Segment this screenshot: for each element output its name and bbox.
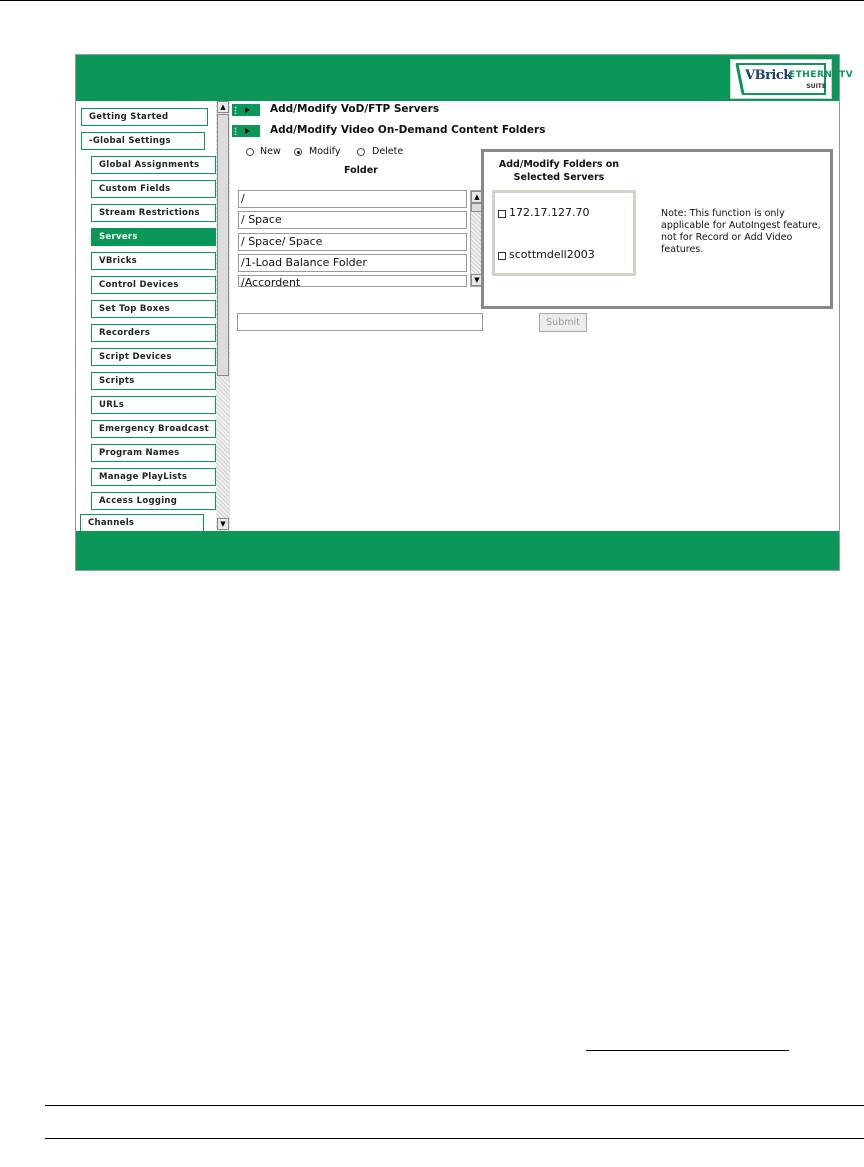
folder-servers-title	[484, 158, 634, 184]
sidebar-item-getting-started[interactable]: Getting Started	[81, 108, 208, 126]
radio-delete-label: Delete	[372, 146, 404, 157]
folder-label: Folder	[344, 165, 378, 176]
server-name: scottmdell2003	[509, 248, 595, 261]
radio-new[interactable]	[246, 148, 254, 156]
submit-button[interactable]: Submit	[539, 313, 587, 332]
folder-servers-title-line2: Selected Servers	[513, 172, 605, 183]
app-window	[75, 54, 854, 571]
footer-bar	[76, 531, 839, 570]
note-body: This function is only applicable for AutoIngest feature, not for Record or Add Video features.	[661, 208, 821, 255]
header-rule	[0, 0, 864, 1]
expand-content-folders-button[interactable]	[232, 125, 260, 137]
sidebar-scrollbar[interactable]	[216, 101, 230, 531]
sidebar-item-manage-playlists[interactable]: Manage PlayLists	[91, 468, 216, 486]
folder-item[interactable]: / Space/ Space	[238, 233, 467, 251]
server-checkbox[interactable]	[498, 210, 506, 218]
note-text	[661, 208, 833, 256]
play-arrow-icon	[245, 107, 250, 113]
sidebar-item-recorders[interactable]: Recorders	[91, 324, 216, 342]
sidebar-nav	[76, 101, 216, 531]
scroll-up-icon[interactable]: ▲	[471, 191, 483, 203]
note-label: Note:	[661, 208, 687, 219]
sidebar-item-channels[interactable]: Channels	[80, 514, 204, 532]
folder-servers-panel	[481, 149, 833, 309]
folder-name-input[interactable]	[237, 313, 483, 331]
footer-rule-bottom	[45, 1138, 864, 1139]
grip-icon	[234, 106, 237, 114]
sidebar-item-control-devices[interactable]: Control Devices	[91, 276, 216, 294]
folder-item[interactable]: /1-Load Balance Folder	[238, 254, 467, 272]
sidebar-item-vbricks[interactable]: VBricks	[91, 252, 216, 270]
sidebar-item-custom-fields[interactable]: Custom Fields	[91, 180, 216, 198]
sidebar-item-scripts[interactable]: Scripts	[91, 372, 216, 390]
radio-modify-label: Modify	[309, 146, 341, 157]
folder-servers-title-line1: Add/Modify Folders on	[498, 159, 620, 170]
scrollbar-thumb[interactable]	[217, 114, 229, 376]
sidebar-item-urls[interactable]: URLs	[91, 396, 216, 414]
logo-product: ETHERNETV	[789, 70, 854, 80]
scroll-up-icon[interactable]: ▲	[217, 101, 229, 113]
sidebar-item-emergency-broadcast[interactable]: Emergency Broadcast	[91, 420, 216, 438]
sidebar-item-program-names[interactable]: Program Names	[91, 444, 216, 462]
server-list	[492, 190, 636, 276]
sidebar-item-set-top-boxes[interactable]: Set Top Boxes	[91, 300, 216, 318]
sidebar-item-script-devices[interactable]: Script Devices	[91, 348, 216, 366]
footer-rule-top	[45, 1105, 864, 1106]
grip-icon	[234, 127, 237, 135]
logo-brand: VBrick	[745, 68, 792, 83]
scroll-down-icon[interactable]: ▼	[471, 274, 483, 286]
expand-vod-servers-button[interactable]	[232, 104, 260, 116]
sidebar-item-global-assignments[interactable]: Global Assignments	[91, 156, 216, 174]
sidebar-item-servers[interactable]: Servers	[91, 228, 216, 246]
server-checkbox[interactable]	[498, 252, 506, 260]
section-content-folders[interactable]: Add/Modify Video On-Demand Content Folders	[270, 124, 546, 136]
header-bar	[76, 55, 854, 101]
play-arrow-icon	[245, 128, 250, 134]
folder-item[interactable]: /	[238, 190, 467, 208]
folder-item[interactable]: /Accordent	[238, 275, 467, 287]
folder-item[interactable]: / Space	[238, 211, 467, 229]
server-name: 172.17.127.70	[509, 206, 590, 219]
radio-delete[interactable]	[357, 148, 365, 156]
sidebar-item-access-logging[interactable]: Access Logging	[91, 492, 216, 510]
section-vod-servers[interactable]: Add/Modify VoD/FTP Servers	[270, 103, 440, 115]
radio-new-label: New	[260, 146, 281, 157]
radio-modify[interactable]	[294, 148, 302, 156]
link-underline	[586, 1050, 789, 1051]
logo-suite: SUITE	[806, 83, 826, 90]
vbrick-logo	[730, 59, 854, 99]
scroll-down-icon[interactable]: ▼	[217, 518, 229, 530]
sidebar-item-stream-restrictions[interactable]: Stream Restrictions	[91, 204, 216, 222]
sidebar-item-global-settings[interactable]: -Global Settings	[81, 132, 205, 150]
